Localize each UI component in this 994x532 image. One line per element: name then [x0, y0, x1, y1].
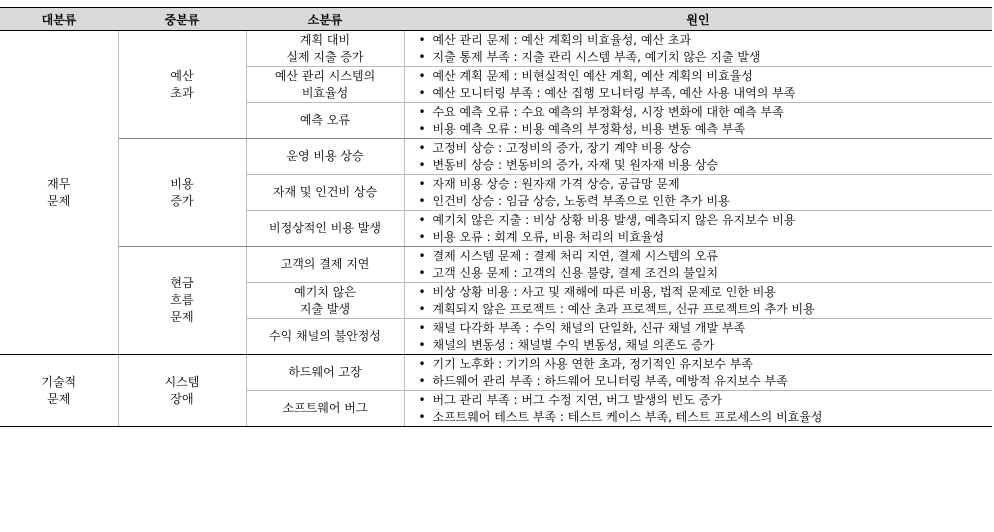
table-row [0, 31, 992, 67]
sub-category: 예기치 않은 지출 발생 [246, 283, 404, 319]
cause-item: • 지출 통제 부족 : 지출 관리 시스템 부족, 예기치 않은 지출 발생 [419, 49, 993, 66]
cause-item: • 하드웨어 관리 부족 : 하드웨어 모니터링 부족, 예방적 유지보수 부족 [419, 373, 993, 390]
sub-category: 예측 오류 [246, 103, 404, 139]
cause-item: • 예산 관리 문제 : 예산 계획의 비효율성, 예산 초과 [419, 32, 993, 49]
cause-cell [404, 139, 992, 175]
cause-list [419, 392, 993, 426]
cause-item: • 비용 오류 : 회계 오류, 비용 처리의 비효율성 [419, 229, 993, 246]
cause-cell [404, 319, 992, 355]
cause-cell [404, 211, 992, 247]
sub-category: 고객의 결제 지연 [246, 247, 404, 283]
cause-item: • 비용 예측 오류 : 비용 예측의 부정확성, 비용 변동 예측 부족 [419, 121, 993, 138]
cause-item: • 예산 계획 문제 : 비현실적인 예산 계획, 예산 계획의 비효율성 [419, 68, 993, 85]
table-row [0, 139, 992, 175]
cause-list [419, 248, 993, 282]
sub-category: 수익 채널의 불안정성 [246, 319, 404, 355]
cause-item: • 소프트웨어 테스트 부족 : 테스트 케이스 부족, 테스트 프로세스의 비효율성 [419, 409, 993, 426]
sub-category: 계획 대비 실제 지출 증가 [246, 31, 404, 67]
cause-cell [404, 391, 992, 427]
cause-list [419, 68, 993, 102]
cause-item: • 변동비 상승 : 변동비의 증가, 자재 및 원자재 비용 상승 [419, 157, 993, 174]
header-mid: 중분류 [118, 8, 246, 31]
table-body [0, 31, 992, 427]
cause-item: • 고정비 상승 : 고정비의 증가, 장기 계약 비용 상승 [419, 140, 993, 157]
cause-item: • 수요 예측 오류 : 수요 예측의 부정확성, 시장 변화에 대한 예측 부족 [419, 104, 993, 121]
cause-item: • 비상 상황 비용 : 사고 및 재해에 따른 비용, 법적 문제로 인한 비용 [419, 284, 993, 301]
cause-list [419, 212, 993, 246]
cause-list [419, 284, 993, 318]
table-row [0, 355, 992, 391]
mid-category: 예산 초과 [118, 31, 246, 139]
cause-list [419, 104, 993, 138]
sub-category: 하드웨어 고장 [246, 355, 404, 391]
header-cause: 원인 [404, 8, 992, 31]
cause-item: • 채널의 변동성 : 채널별 수익 변동성, 채널 의존도 증가 [419, 337, 993, 354]
cause-cell [404, 355, 992, 391]
major-category: 기술적 문제 [0, 355, 118, 427]
cause-cell [404, 283, 992, 319]
cause-cell [404, 175, 992, 211]
major-category: 재무 문제 [0, 31, 118, 355]
cause-item: • 인건비 상승 : 임금 상승, 노동력 부족으로 인한 추가 비용 [419, 193, 993, 210]
cause-cell [404, 67, 992, 103]
cause-list [419, 356, 993, 390]
sub-category: 비정상적인 비용 발생 [246, 211, 404, 247]
sub-category: 운영 비용 상승 [246, 139, 404, 175]
cause-list [419, 32, 993, 66]
cause-item: • 자재 비용 상승 : 원자재 가격 상승, 공급망 문제 [419, 176, 993, 193]
table-row [0, 247, 992, 283]
cause-cell [404, 103, 992, 139]
cause-cell [404, 247, 992, 283]
mid-category: 현금 흐름 문제 [118, 247, 246, 355]
cause-item: • 채널 다각화 부족 : 수익 채널의 단일화, 신규 채널 개발 부족 [419, 320, 993, 337]
header-row [0, 8, 992, 31]
mid-category: 비용 증가 [118, 139, 246, 247]
mid-category: 시스템 장애 [118, 355, 246, 427]
header-sub: 소분류 [246, 8, 404, 31]
cause-table [0, 7, 992, 427]
sub-category: 예산 관리 시스템의 비효율성 [246, 67, 404, 103]
cause-item: • 예기치 않은 지출 : 비상 상황 비용 발생, 예측되지 않은 유지보수 비용 [419, 212, 993, 229]
cause-list [419, 320, 993, 354]
cause-item: • 예산 모니터링 부족 : 예산 집행 모니터링 부족, 예산 사용 내역의 부족 [419, 85, 993, 102]
cause-item: • 계획되지 않은 프로젝트 : 예산 초과 프로젝트, 신규 프로젝트의 추가 비용 [419, 301, 993, 318]
cause-cell [404, 31, 992, 67]
cause-item: • 고객 신용 문제 : 고객의 신용 불량, 결제 조건의 불일치 [419, 265, 993, 282]
cause-item: • 버그 관리 부족 : 버그 수정 지연, 버그 발생의 빈도 증가 [419, 392, 993, 409]
sub-category: 소프트웨어 버그 [246, 391, 404, 427]
cause-list [419, 176, 993, 210]
cause-list [419, 140, 993, 174]
sub-category: 자재 및 인건비 상승 [246, 175, 404, 211]
header-major: 대분류 [0, 8, 118, 31]
cause-item: • 결제 시스템 문제 : 결제 처리 지연, 결제 시스템의 오류 [419, 248, 993, 265]
cause-item: • 기기 노후화 : 기기의 사용 연한 초과, 정기적인 유지보수 부족 [419, 356, 993, 373]
